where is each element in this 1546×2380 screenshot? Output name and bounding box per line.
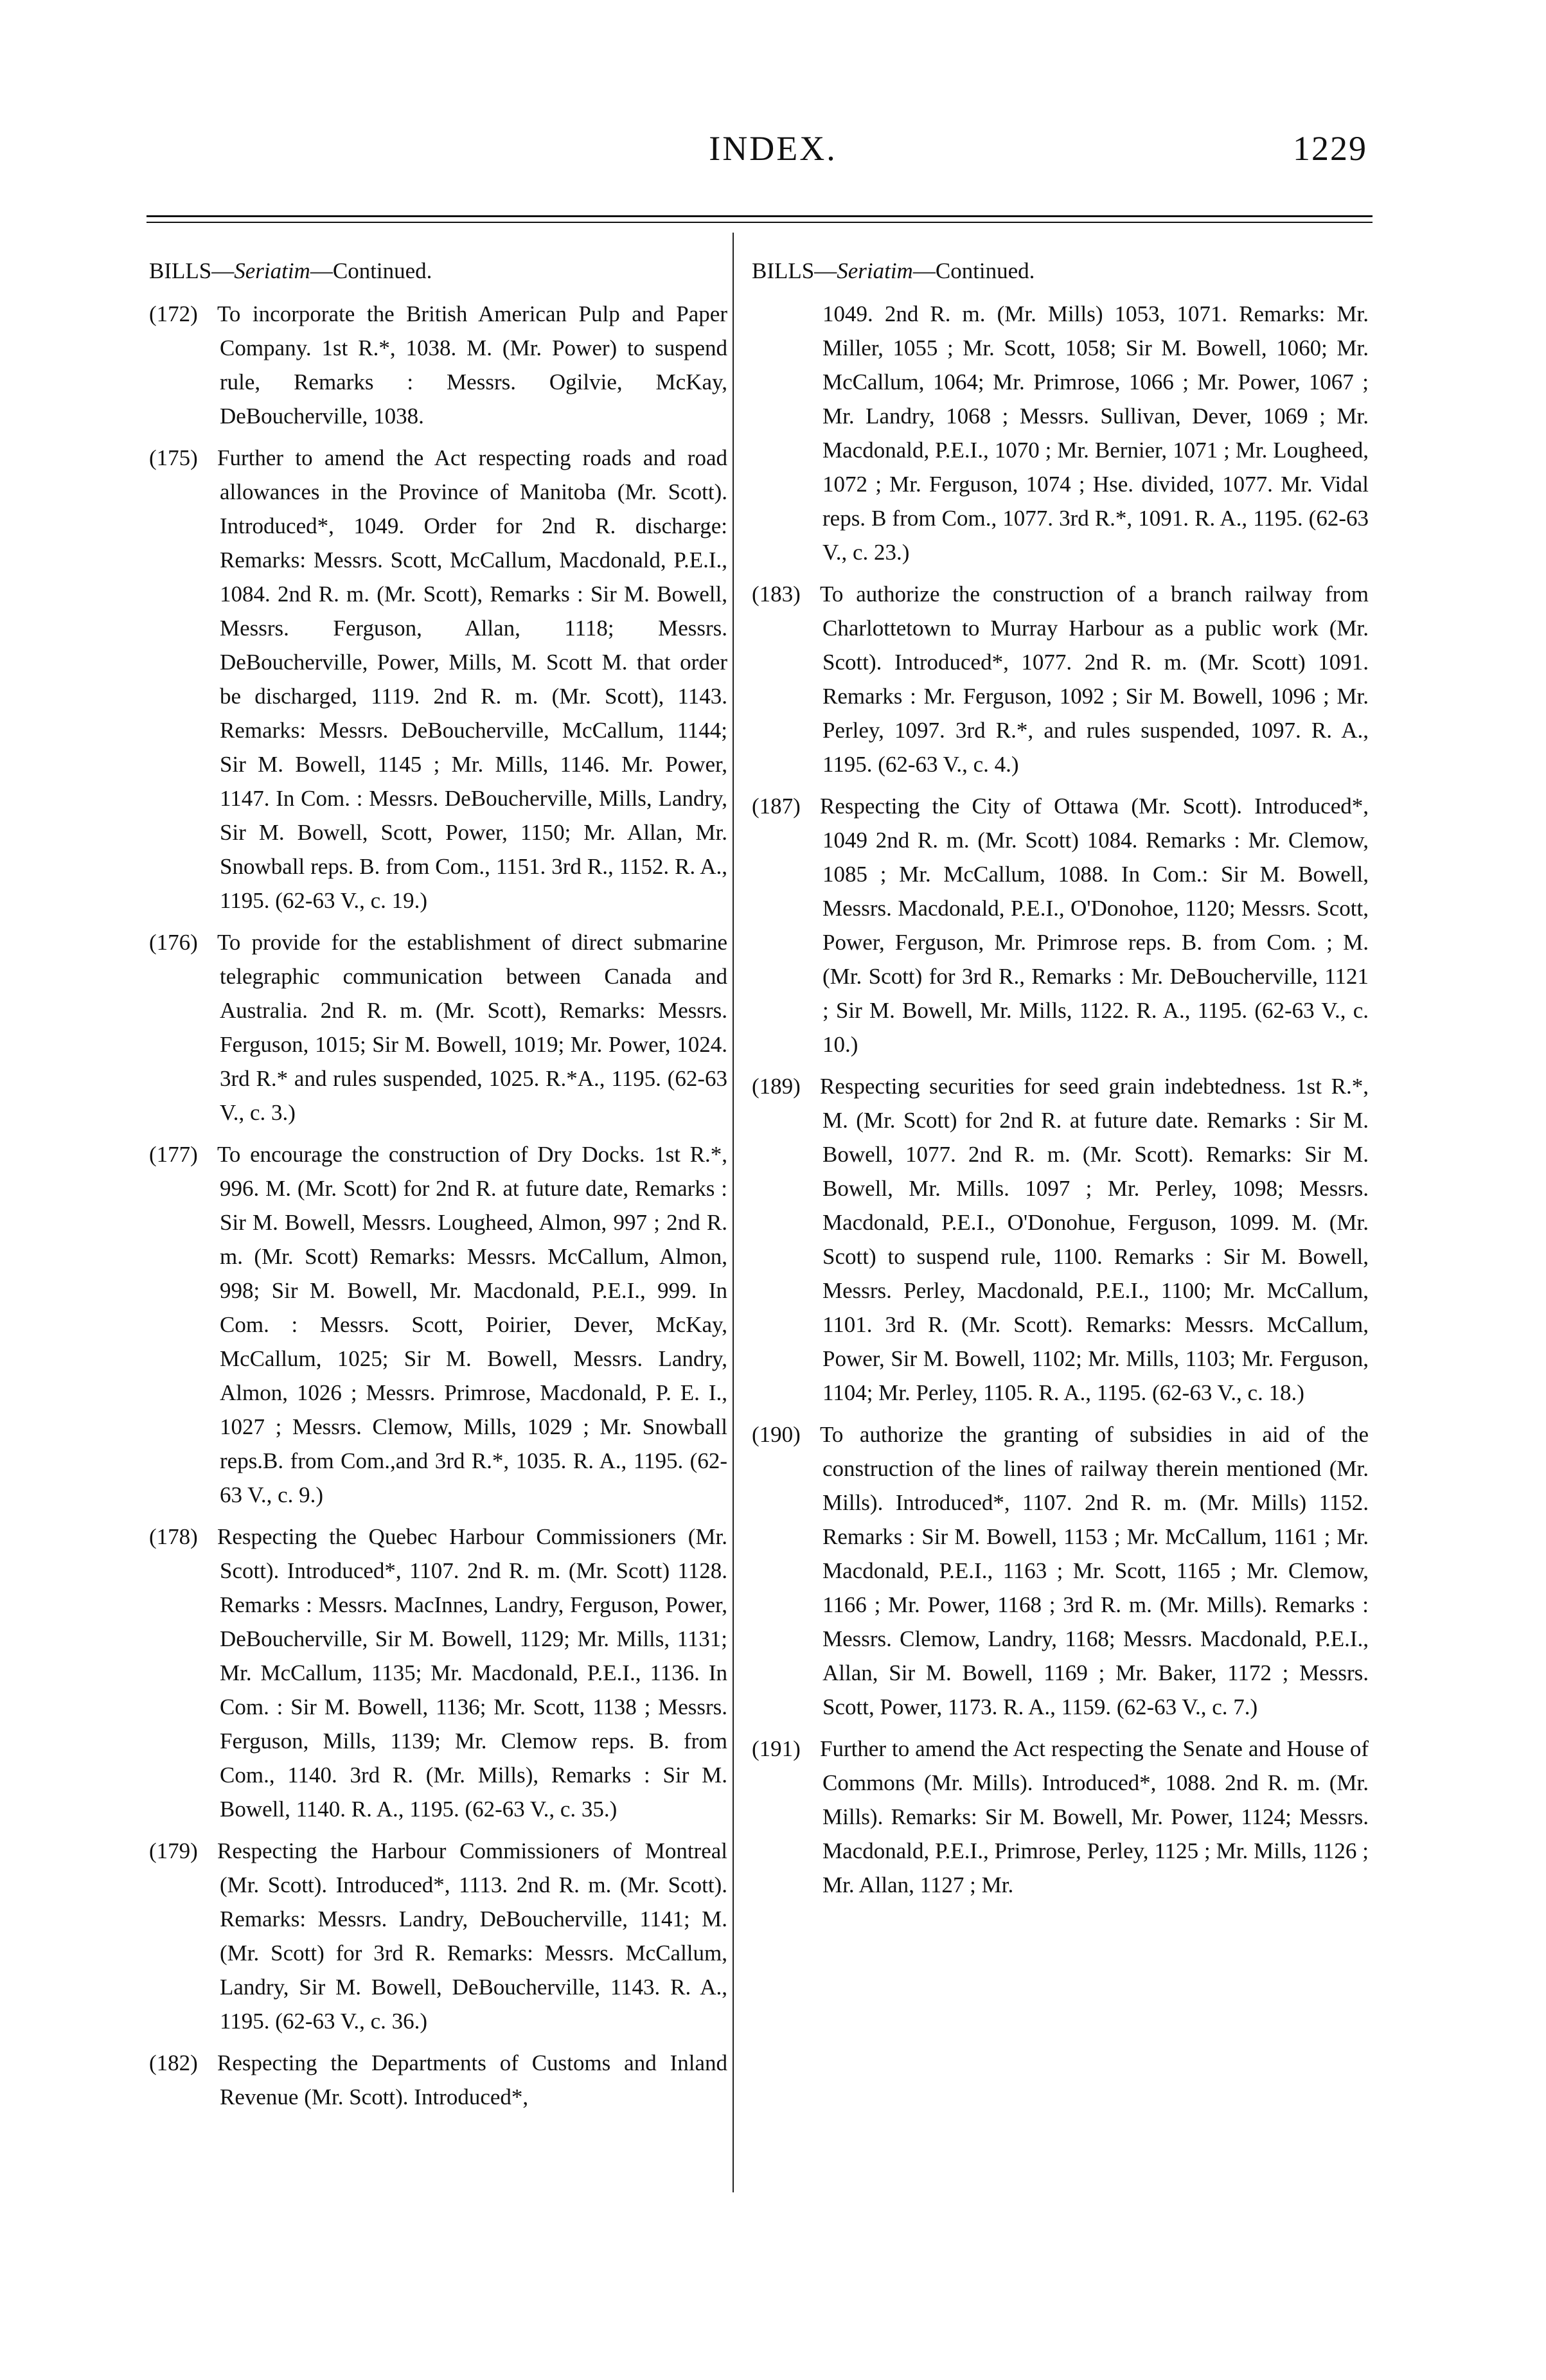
entry-number: (189): [752, 1074, 801, 1099]
index-entry: [149, 297, 727, 433]
entry-number: (175): [149, 445, 198, 470]
index-entry: [752, 789, 1369, 1061]
column-divider: [733, 233, 734, 2192]
entry-number: (187): [752, 794, 801, 819]
index-entry: [752, 1417, 1369, 1724]
heading-suffix: —Continued.: [310, 258, 432, 283]
entry-number: (179): [149, 1838, 198, 1863]
index-entry: [149, 2046, 727, 2114]
index-entry: [752, 1069, 1369, 1410]
entry-text: To incorporate the British American Pulp and Paper Company. 1st R.*, 1038. M. (Mr. Power) to suspend rule, Remarks : Messrs. Ogilvie, McKay, DeBoucherville, 1038.: [217, 301, 727, 429]
entry-number: (183): [752, 582, 801, 607]
header-rule-top: [147, 215, 1373, 217]
index-entry: [149, 441, 727, 918]
page-header: [0, 129, 1546, 186]
index-entry: [752, 1732, 1369, 1902]
header-rule-bottom: [147, 222, 1373, 223]
heading-prefix: BILLS—: [752, 258, 837, 283]
heading-suffix: —Continued.: [912, 258, 1035, 283]
entry-text: To encourage the construction of Dry Docks. 1st R.*, 996. M. (Mr. Scott) for 2nd R. at future date, Remarks : Sir M. Bowell, Messrs. Lougheed, Almon, 997 ; 2nd R. m. (Mr. Scott) Remarks: Messrs. McCallum, Almon, 998; Sir M. Bowell, Mr. Macdonald, P.E.I., 999. In Com. : Messrs. Scott, Poirier, Dever, McKay, McCallum, 1025; Sir M. Bowell, Messrs. Landry, Almon, 1026 ; Messrs. Primrose, Macdonald, P. E. I., 1027 ; Messrs. Clemow, Mills, 1029 ; Mr. Snowball reps.B. from Com.,and 3rd R.*, 1035. R. A., 1195. (62-63 V., c. 9.): [217, 1142, 727, 1507]
index-entry: [752, 577, 1369, 781]
entry-number: (178): [149, 1524, 198, 1549]
left-column: [149, 254, 727, 2122]
index-entry: [149, 1520, 727, 1826]
entry-text: Respecting the Harbour Commissioners of Montreal (Mr. Scott). Introduced*, 1113. 2nd R. m. (Mr. Scott). Remarks: Messrs. Landry, DeBoucherville, 1141; M. (Mr. Scott) for 3rd R. Remarks: Messrs. McCallum, Landry, Sir M. Bowell, DeBoucherville, 1143. R. A., 1195. (62-63 V., c. 36.): [217, 1838, 727, 2034]
entry-number: (191): [752, 1736, 801, 1761]
index-entry: [149, 1834, 727, 2038]
left-column-heading: [149, 254, 727, 288]
entry-text: Further to amend the Act respecting roads and road allowances in the Province of Manitoba (Mr. Scott). Introduced*, 1049. Order for 2nd R. discharge: Remarks: Messrs. Scott, McCallum, Macdonald, P.E.I., 1084. 2nd R. m. (Mr. Scott), Remarks : Sir M. Bowell, Messrs. Ferguson, Allan, 1118; Messrs. DeBoucherville, Power, Mills, M. Scott M. that order be discharged, 1119. 2nd R. m. (Mr. Scott), 1143. Remarks: Messrs. DeBoucherville, McCallum, 1144; Sir M. Bowell, 1145 ; Mr. Mills, 1146. Mr. Power, 1147. In Com. : Messrs. DeBoucherville, Mills, Landry, Sir M. Bowell, Scott, Power, 1150; Mr. Allan, Mr. Snowball reps. B. from Com., 1151. 3rd R., 1152. R. A., 1195. (62-63 V., c. 19.): [217, 445, 727, 913]
heading-italic: Seriatim: [837, 258, 913, 283]
entry-number: (177): [149, 1142, 198, 1167]
entry-number: (172): [149, 301, 198, 326]
heading-prefix: BILLS—: [149, 258, 235, 283]
right-column: [752, 254, 1369, 1910]
heading-italic: Seriatim: [234, 258, 310, 283]
page-title: INDEX.: [709, 129, 837, 168]
entry-text: Further to amend the Act respecting the Senate and House of Commons (Mr. Mills). Introduced*, 1088. 2nd R. m. (Mr. Mills). Remarks: Sir M. Bowell, Mr. Power, 1124; Messrs. Macdonald, P.E.I., Primrose, Perley, 1125 ; Mr. Mills, 1126 ; Mr. Allan, 1127 ; Mr.: [820, 1736, 1369, 1897]
entry-number: (176): [149, 930, 198, 955]
entry-text: To authorize the granting of subsidies in aid of the construction of the lines of railway therein mentioned (Mr. Mills). Introduced*, 1107. 2nd R. m. (Mr. Mills) 1152. Remarks : Sir M. Bowell, 1153 ; Mr. McCallum, 1161 ; Mr. Macdonald, P.E.I., 1163 ; Mr. Scott, 1165 ; Mr. Clemow, 1166 ; Mr. Power, 1168 ; 3rd R. m. (Mr. Mills). Remarks : Messrs. Clemow, Landry, 1168; Messrs. Macdonald, P.E.I., Allan, Sir M. Bowell, 1169 ; Mr. Baker, 1172 ; Messrs. Scott, Power, 1173. R. A., 1159. (62-63 V., c. 7.): [820, 1422, 1369, 1719]
continued-entry-text: 1049. 2nd R. m. (Mr. Mills) 1053, 1071. Remarks: Mr. Miller, 1055 ; Mr. Scott, 1058; Sir M. Bowell, 1060; Mr. McCallum, 1064; Mr. Primrose, 1066 ; Mr. Power, 1067 ; Mr. Landry, 1068 ; Messrs. Sullivan, Dever, 1069 ; Mr. Macdonald, P.E.I., 1070 ; Mr. Bernier, 1071 ; Mr. Lougheed, 1072 ; Mr. Ferguson, 1074 ; Hse. divided, 1077. Mr. Vidal reps. B from Com., 1077. 3rd R.*, 1091. R. A., 1195. (62-63 V., c. 23.): [822, 301, 1369, 565]
entry-text: To provide for the establishment of direct submarine telegraphic communication between Canada and Australia. 2nd R. m. (Mr. Scott), Remarks: Messrs. Ferguson, 1015; Sir M. Bowell, 1019; Mr. Power, 1024. 3rd R.* and rules suspended, 1025. R.*A., 1195. (62-63 V., c. 3.): [217, 930, 727, 1125]
right-column-heading: [752, 254, 1369, 288]
entry-number: (190): [752, 1422, 801, 1447]
entry-text: Respecting the City of Ottawa (Mr. Scott). Introduced*, 1049 2nd R. m. (Mr. Scott) 1084. Remarks : Mr. Clemow, 1085 ; Mr. McCallum, 1088. In Com.: Sir M. Bowell, Messrs. Macdonald, P.E.I., O'Donohoe, 1120; Messrs. Scott, Power, Ferguson, Mr. Primrose reps. B. from Com. ; M. (Mr. Scott) for 3rd R., Remarks : Mr. DeBoucherville, 1121 ; Sir M. Bowell, Mr. Mills, 1122. R. A., 1195. (62-63 V., c. 10.): [820, 794, 1369, 1057]
page-number: 1229: [1293, 129, 1367, 168]
index-entry: [149, 1137, 727, 1512]
entry-text: To authorize the construction of a branch railway from Charlottetown to Murray Harbour as a public work (Mr. Scott). Introduced*, 1077. 2nd R. m. (Mr. Scott) 1091. Remarks : Mr. Ferguson, 1092 ; Sir M. Bowell, 1096 ; Mr. Perley, 1097. 3rd R.*, and rules suspended, 1097. R. A., 1195. (62-63 V., c. 4.): [820, 582, 1369, 777]
entry-text: Respecting the Quebec Harbour Commissioners (Mr. Scott). Introduced*, 1107. 2nd R. m. (Mr. Scott) 1128. Remarks : Messrs. MacInnes, Landry, Ferguson, Power, DeBoucherville, Sir M. Bowell, 1129; Mr. Mills, 1131; Mr. McCallum, 1135; Mr. Macdonald, P.E.I., 1136. In Com. : Sir M. Bowell, 1136; Mr. Scott, 1138 ; Messrs. Ferguson, Mills, 1139; Mr. Clemow reps. B. from Com., 1140. 3rd R. (Mr. Mills), Remarks : Sir M. Bowell, 1140. R. A., 1195. (62-63 V., c. 35.): [217, 1524, 727, 1822]
entry-number: (182): [149, 2050, 198, 2075]
entry-text: Respecting the Departments of Customs and Inland Revenue (Mr. Scott). Introduced*,: [217, 2050, 727, 2109]
index-entry: [149, 925, 727, 1130]
entry-text: Respecting securities for seed grain indebtedness. 1st R.*, M. (Mr. Scott) for 2nd R. at future date. Remarks : Sir M. Bowell, 1077. 2nd R. m. (Mr. Scott). Remarks: Sir M. Bowell, Mr. Mills. 1097 ; Mr. Perley, 1098; Messrs. Macdonald, P.E.I., O'Donohue, Ferguson, 1099. M. (Mr. Scott) to suspend rule, 1100. Remarks : Sir M. Bowell, Messrs. Perley, Macdonald, P.E.I., 1100; Mr. McCallum, 1101. 3rd R. (Mr. Scott). Remarks: Messrs. McCallum, Power, Sir M. Bowell, 1102; Mr. Mills, 1103; Mr. Ferguson, 1104; Mr. Perley, 1105. R. A., 1195. (62-63 V., c. 18.): [820, 1074, 1369, 1405]
